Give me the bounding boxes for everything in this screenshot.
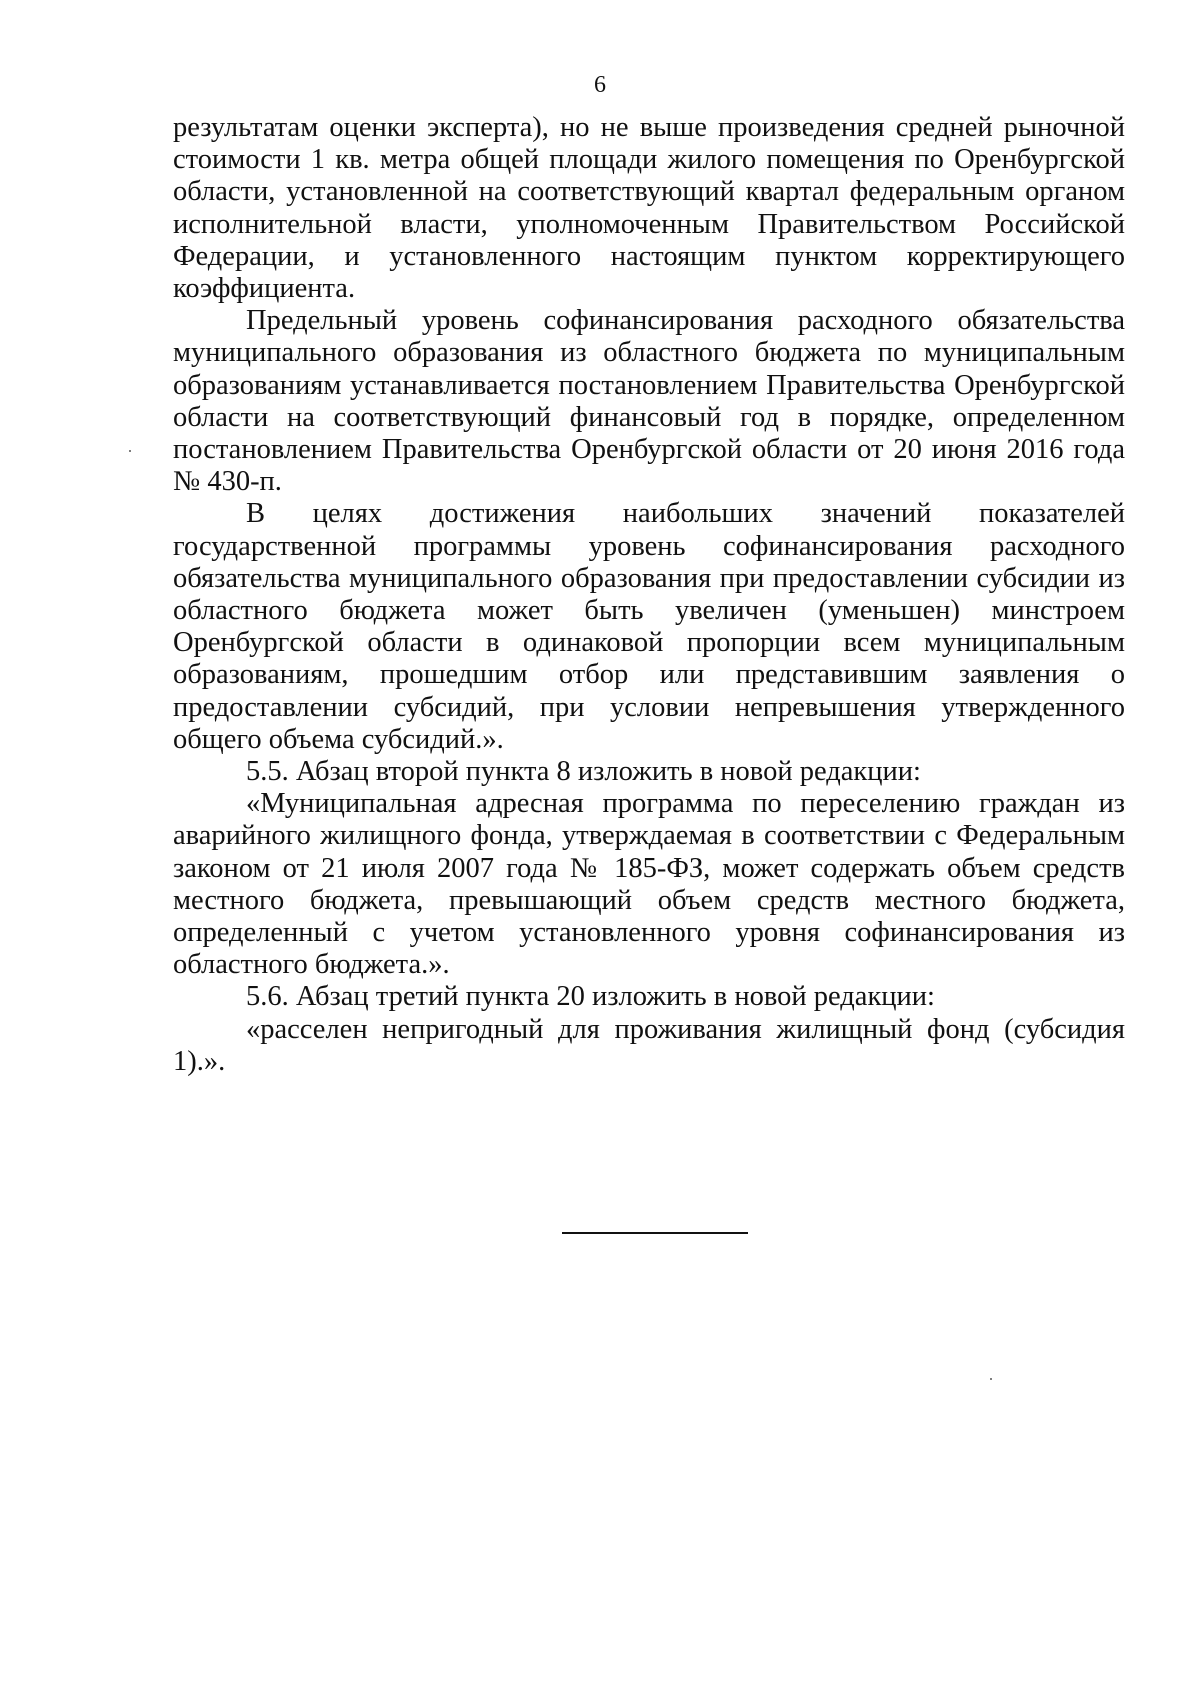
paragraph-resettled-fund: «расселен непригодный для проживания жилищный фонд (субсидия 1).». <box>173 1013 1125 1077</box>
paragraph-item-5-5: 5.5. Абзац второй пункта 8 изложить в новой редакции: <box>246 756 921 788</box>
scan-speck <box>129 450 131 452</box>
paragraph-municipal-program: «Муниципальная адресная программа по переселению граждан из аварийного жилищного фонда, утверждаемая в соответствии с Федеральным законом от 21 июля 2007 года № 185-ФЗ, может содержать объем средств местного бюджета, превышающий объем средств местного бюджета, определенный с учетом установленного уровня софинансирования из областного бюджета.». <box>173 788 1125 981</box>
paragraph-continuation: результатам оценки эксперта), но не выше произведения средней рыночной стоимости 1 кв. метра общей площади жилого помещения по Оренбургской области, установленной на соответствующий квартал федеральным органом исполнительной власти, уполномоченным Правительством Российской Федерации, и установленного настоящим пунктом корректирующего коэффициента. <box>173 112 1125 305</box>
page-number: 6 <box>594 72 606 98</box>
end-separator-line <box>562 1232 748 1234</box>
document-body <box>173 112 1125 1078</box>
scan-speck <box>990 1378 992 1380</box>
paragraph-cofinancing-adjustment: В целях достижения наибольших значений показателей государственной программы уровень софинансирования расходного обязательства муниципального образования при предоставлении субсидии из областного бюджета может быть увеличен (уменьшен) минстроем Оренбургской области в одинаковой пропорции всем муниципальным образованиям, прошедшим отбор или представившим заявления о предоставлении субсидий, при условии непревышения утвержденного общего объема субсидий.». <box>173 498 1125 755</box>
paragraph-item-5-6: 5.6. Абзац третий пункта 20 изложить в новой редакции: <box>246 981 935 1013</box>
paragraph-cofinancing-limit: Предельный уровень софинансирования расходного обязательства муниципального образования из областного бюджета по муниципальным образованиям устанавливается постановлением Правительства Оренбургской области на соответствующий финансовый год в порядке, определенном постановлением Правительства Оренбургской области от 20 июня 2016 года № 430-п. <box>173 305 1125 498</box>
